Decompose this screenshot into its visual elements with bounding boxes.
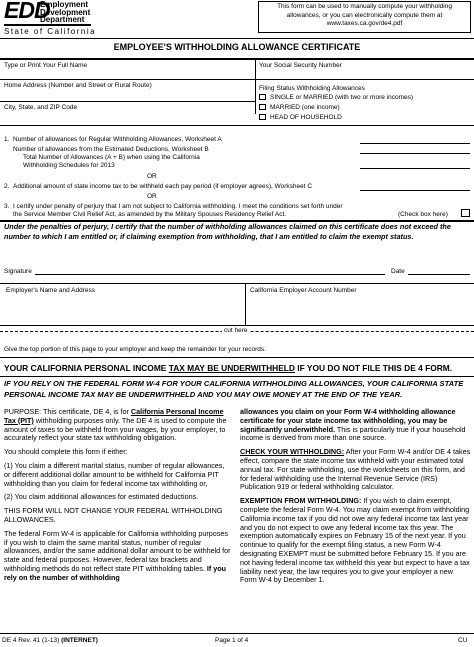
option-1: (1) You claim a different marital status, number of regular allowances, or different additional dollar amount to be withheld for California PIT withholding than you claim for federal income tax withholding or, xyxy=(4,460,225,488)
line-2: Additional amount of state income tax to be withheld each pay period (if employer agrees), Worksheet C xyxy=(13,183,313,190)
footer-code: CU xyxy=(458,637,468,644)
home-address-label: Home Address (Number and Street or Rural Route) xyxy=(4,82,152,89)
row-rule xyxy=(0,125,474,126)
checkbox[interactable] xyxy=(259,94,266,100)
left-column xyxy=(4,408,232,588)
exemption-paragraph: EXEMPTION FROM WITHHOLDING: If you wish to claim exempt, complete the federal Form W-4. You may claim exempt from withholding California income tax if you did not owe any federal income tax last year and you do not expect to owe any federal income tax this year. The exemption automatically expires on February 15 of the next year. If you continue to qualify for the exempt filing status, a new Form W-4 designating EXEMPT must be submitted before February 15. If you are not having federal income tax withheld this year but expect to have a tax liability next year, the law requires you to give your employer a new Form W-4 by December 1. xyxy=(240,496,470,585)
field-divider xyxy=(255,60,256,114)
line-1c: Total Number of Allowances (A + B) when using the California xyxy=(23,154,200,161)
title-rule-top xyxy=(0,38,474,39)
row-rule xyxy=(0,357,474,358)
answer-line-1b[interactable] xyxy=(360,153,470,154)
form-title: EMPLOYEE'S WITHHOLDING ALLOWANCE CERTIFICATE xyxy=(113,42,361,52)
line-3a: I certify under penalty of perjury that I am not subject to California withholding. I meet the conditions set forth under xyxy=(13,203,343,210)
should-complete: You should complete this form if either: xyxy=(4,447,128,457)
line-3b: the Service Member Civil Relief Act, as amended by the Military Spouses Residency Relief Act. xyxy=(13,211,287,218)
row-rule xyxy=(0,325,474,326)
exempt-checkbox[interactable] xyxy=(461,209,470,217)
row-rule xyxy=(0,79,474,80)
not-change: THIS FORM WILL NOT CHANGE YOUR FEDERAL WITHHOLDING ALLOWANCES. xyxy=(4,506,223,524)
title-rule-bottom xyxy=(0,58,474,60)
checkbox[interactable] xyxy=(259,104,266,110)
full-name-label: Type or Print Your Full Name xyxy=(4,62,88,69)
footer-rule xyxy=(0,633,474,634)
date-line[interactable] xyxy=(408,274,470,275)
or-label-2: OR xyxy=(147,193,157,200)
cut-here-label: cut here xyxy=(224,327,248,334)
employer-divider xyxy=(245,283,246,325)
employer-name-label: Employer's Name and Address xyxy=(6,287,96,294)
federal-paragraph: The federal Form W-4 is applicable for California withholding purposes if you wish to claim the same marital status, number of regular allowances, and/or the same additional dollar amount to be withheld for state and federal purposes. However, federal tax brackets and withholding methods do not reflect state PIT withholding tables. If you rely on the number of withholding xyxy=(4,528,231,582)
status-head-of-household[interactable]: HEAD OF HOUSEHOLD xyxy=(259,114,342,122)
filing-status-label: Filing Status Withholding Allowances xyxy=(259,85,365,92)
line-3-number: 3. xyxy=(4,203,10,210)
status-single[interactable]: SINGLE or MARRIED (with two or more incomes) xyxy=(259,94,413,102)
check-box-here: (Check box here) xyxy=(398,211,448,218)
footer-revision: DE 4 Rev. 41 (1-13) (INTERNET) xyxy=(2,637,98,644)
row-rule xyxy=(0,376,474,377)
option-2: (2) You claim additional allowances for estimated deductions. xyxy=(4,492,199,502)
footer-page: Page 1 of 4 xyxy=(215,637,249,644)
answer-line-1c[interactable] xyxy=(360,168,470,169)
row-rule xyxy=(0,283,474,284)
employer-account-label: California Employer Account Number xyxy=(250,287,357,294)
purpose-paragraph: PURPOSE: This certificate, DE 4, is for California Personal Income Tax (PIT) withholding purposes only. The DE 4 is used to compute the amount of taxes to be withheld from your wages, by your employer, to accurately reflect your state tax withholding obligation. xyxy=(4,407,227,443)
edd-logo: EDD xyxy=(4,0,50,23)
state-of-california: State of California xyxy=(4,27,97,36)
answer-line-1a[interactable] xyxy=(360,143,470,144)
logo-rule xyxy=(4,24,91,26)
signature-label: Signature xyxy=(4,268,32,275)
checkbox[interactable] xyxy=(259,114,266,120)
line-1-number: 1. xyxy=(4,136,10,143)
warning-heading: YOUR CALIFORNIA PERSONAL INCOME TAX MAY BE UNDERWITHHELD IF YOU DO NOT FILE THIS DE 4 FORM. xyxy=(4,363,453,373)
line-1a: Number of allowances for Regular Withholding Allowances, Worksheet A xyxy=(13,136,222,143)
date-label: Date xyxy=(391,268,405,275)
perjury-statement: Under the penalties of perjury, I certify that the number of withholding allowances claimed on this certificate does not exceed the number to which I am entitled or, if claiming exemption from withholding, that I am entitled to claim the exempt status. xyxy=(4,222,451,241)
right-column xyxy=(240,408,471,590)
signature-line[interactable] xyxy=(35,274,385,275)
or-label-1: OR xyxy=(147,173,157,180)
check-paragraph: CHECK YOUR WITHHOLDING: After your Form W-4 and/or DE 4 takes effect, compare the state income tax withheld with your estimated total annual tax. For state withholding, use the worksheets on this form, and for federal withholding use the Internal Revenue Service (IRS) Publication 919 or federal withholding calculator. xyxy=(240,447,471,492)
electronic-notice-box: This form can be used to manually compute your withholding allowances, or you can electronically compute them at www.taxes.ca.gov/de4.pdf xyxy=(258,1,471,33)
continuation-paragraph: allowances you claim on your Form W-4 withholding allowance certificate for your state income tax withholding, you may be significantly underwithheld. This is particularly true if your household income is derived from more than one source. xyxy=(240,407,466,443)
department-name: Employment Development Department xyxy=(40,0,91,24)
ssn-label: Your Social Security Number xyxy=(259,62,342,69)
warning-italic: IF YOU RELY ON THE FEDERAL FORM W-4 FOR YOUR CALIFORNIA WITHHOLDING ALLOWANCES, YOUR CALIFORNIA STATE PERSONAL INCOME TAX MAY BE UNDERWITHHELD AND YOU MAY OWE MONEY AT THE END OF THE YEAR. xyxy=(4,379,464,399)
line-2-number: 2. xyxy=(4,183,10,190)
line-1b: Number of allowances from the Estimated Deductions, Worksheet B xyxy=(13,146,209,153)
row-rule xyxy=(0,101,255,102)
status-married[interactable]: MARRIED (one income) xyxy=(259,104,340,112)
answer-line-2[interactable] xyxy=(360,190,470,191)
give-top-portion: Give the top portion of this page to your employer and keep the remainder for your records. xyxy=(4,346,266,353)
city-label: City, State, and ZIP Code xyxy=(4,104,78,111)
line-1d: Withholding Schedules for 2013 xyxy=(23,162,115,169)
